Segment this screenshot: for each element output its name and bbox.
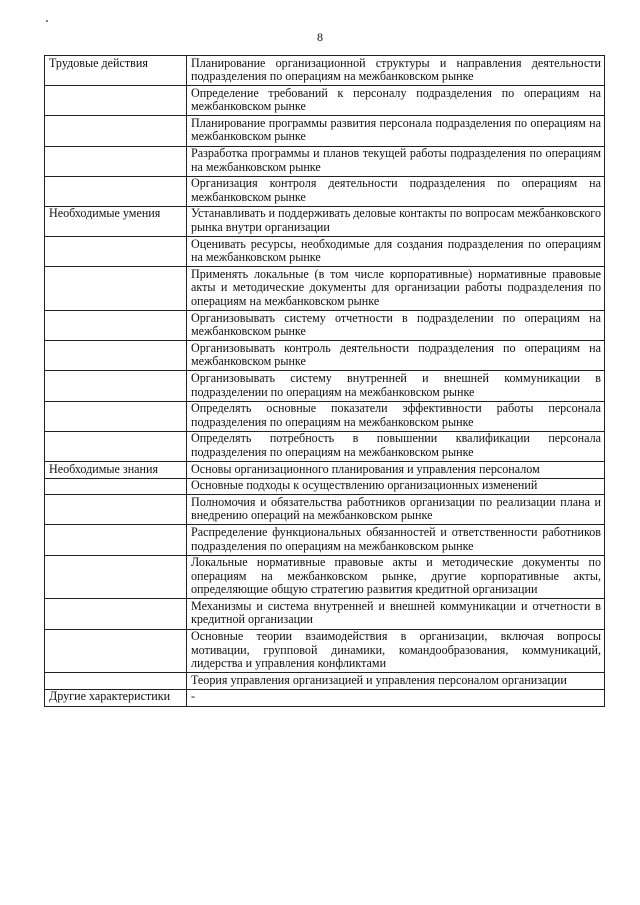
table-row	[45, 462, 605, 479]
section-label-continuation	[45, 237, 187, 267]
requirement-item: Организовывать систему внутренней и внешней коммуникации в подразделении по операциям на межбанковском рынке	[187, 371, 605, 401]
table-row	[45, 673, 605, 690]
requirement-item: Организовывать систему отчетности в подразделении по операциям на межбанковском рынке	[187, 311, 605, 341]
requirement-item: Полномочия и обязательства работников организации по реализации плана и внедрению операций на межбанковском рынке	[187, 495, 605, 525]
table-row	[45, 629, 605, 673]
table-row	[45, 401, 605, 431]
requirement-item: Определять потребность в повышении квалификации персонала подразделения по операциям на межбанковском рынке	[187, 431, 605, 461]
section-label-continuation	[45, 599, 187, 629]
requirement-item: Механизмы и система внутренней и внешней коммуникации и отчетности в кредитной организации	[187, 599, 605, 629]
section-label-continuation	[45, 116, 187, 146]
table-row	[45, 341, 605, 371]
section-label-continuation	[45, 267, 187, 311]
section-label: Необходимые знания	[45, 462, 187, 479]
requirement-item: Применять локальные (в том числе корпоративные) нормативные правовые акты и методические документы для организации работы подразделения по операциям на межбанковском рынке	[187, 267, 605, 311]
requirement-item: Организовывать контроль деятельности подразделения по операциям на межбанковском рынке	[187, 341, 605, 371]
table-row	[45, 431, 605, 461]
requirement-item: Определение требований к персоналу подразделения по операциям на межбанковском рынке	[187, 86, 605, 116]
table-row	[45, 206, 605, 236]
table-row	[45, 599, 605, 629]
scan-speck	[46, 20, 48, 22]
table-row	[45, 689, 605, 706]
requirement-item: Основы организационного планирования и управления персоналом	[187, 462, 605, 479]
section-label-continuation	[45, 341, 187, 371]
table-row	[45, 116, 605, 146]
section-label-continuation	[45, 146, 187, 176]
requirement-item: Планирование программы развития персонала подразделения по операциям на межбанковском рынке	[187, 116, 605, 146]
section-label-continuation	[45, 371, 187, 401]
section-label-continuation	[45, 525, 187, 555]
requirement-item: Организация контроля деятельности подразделения по операциям на межбанковском рынке	[187, 176, 605, 206]
section-label-continuation	[45, 555, 187, 599]
table-row	[45, 56, 605, 86]
table-row	[45, 555, 605, 599]
table-row	[45, 86, 605, 116]
requirement-item: Определять основные показатели эффективности работы персонала подразделения по операциям на межбанковском рынке	[187, 401, 605, 431]
page-number: 8	[317, 30, 323, 44]
table-row	[45, 176, 605, 206]
requirement-item: Оценивать ресурсы, необходимые для создания подразделения по операциям на межбанковском рынке	[187, 237, 605, 267]
section-label-continuation	[45, 673, 187, 690]
qualification-table	[44, 55, 605, 707]
table-row	[45, 237, 605, 267]
requirement-item: Распределение функциональных обязанностей и ответственности работников подразделения по операциям на межбанковском рынке	[187, 525, 605, 555]
table-row	[45, 267, 605, 311]
section-label-continuation	[45, 478, 187, 495]
requirement-item: -	[187, 689, 605, 706]
requirement-item: Устанавливать и поддерживать деловые контакты по вопросам межбанковского рынка внутри организации	[187, 206, 605, 236]
section-label-continuation	[45, 431, 187, 461]
section-label-continuation	[45, 176, 187, 206]
requirement-item: Планирование организационной структуры и направления деятельности подразделения по операциям на межбанковском рынке	[187, 56, 605, 86]
section-label-continuation	[45, 629, 187, 673]
requirement-item: Основные теории взаимодействия в организации, включая вопросы мотивации, групповой динамики, командообразования, коммуникаций, лидерства и управления конфликтами	[187, 629, 605, 673]
section-label-continuation	[45, 86, 187, 116]
section-label: Необходимые умения	[45, 206, 187, 236]
requirement-item: Локальные нормативные правовые акты и методические документы по операциям на межбанковском рынке, другие корпоративные акты, определяющие общую стратегию развития кредитной организации	[187, 555, 605, 599]
table-row	[45, 495, 605, 525]
table-row	[45, 311, 605, 341]
table-row	[45, 371, 605, 401]
table-row	[45, 146, 605, 176]
requirement-item: Основные подходы к осуществлению организационных изменений	[187, 478, 605, 495]
requirement-item: Теория управления организацией и управления персоналом организации	[187, 673, 605, 690]
section-label-continuation	[45, 311, 187, 341]
section-label: Другие характеристики	[45, 689, 187, 706]
section-label-continuation	[45, 495, 187, 525]
section-label: Трудовые действия	[45, 56, 187, 86]
table-row	[45, 525, 605, 555]
section-label-continuation	[45, 401, 187, 431]
requirement-item: Разработка программы и планов текущей работы подразделения по операциям на межбанковском рынке	[187, 146, 605, 176]
table-row	[45, 478, 605, 495]
